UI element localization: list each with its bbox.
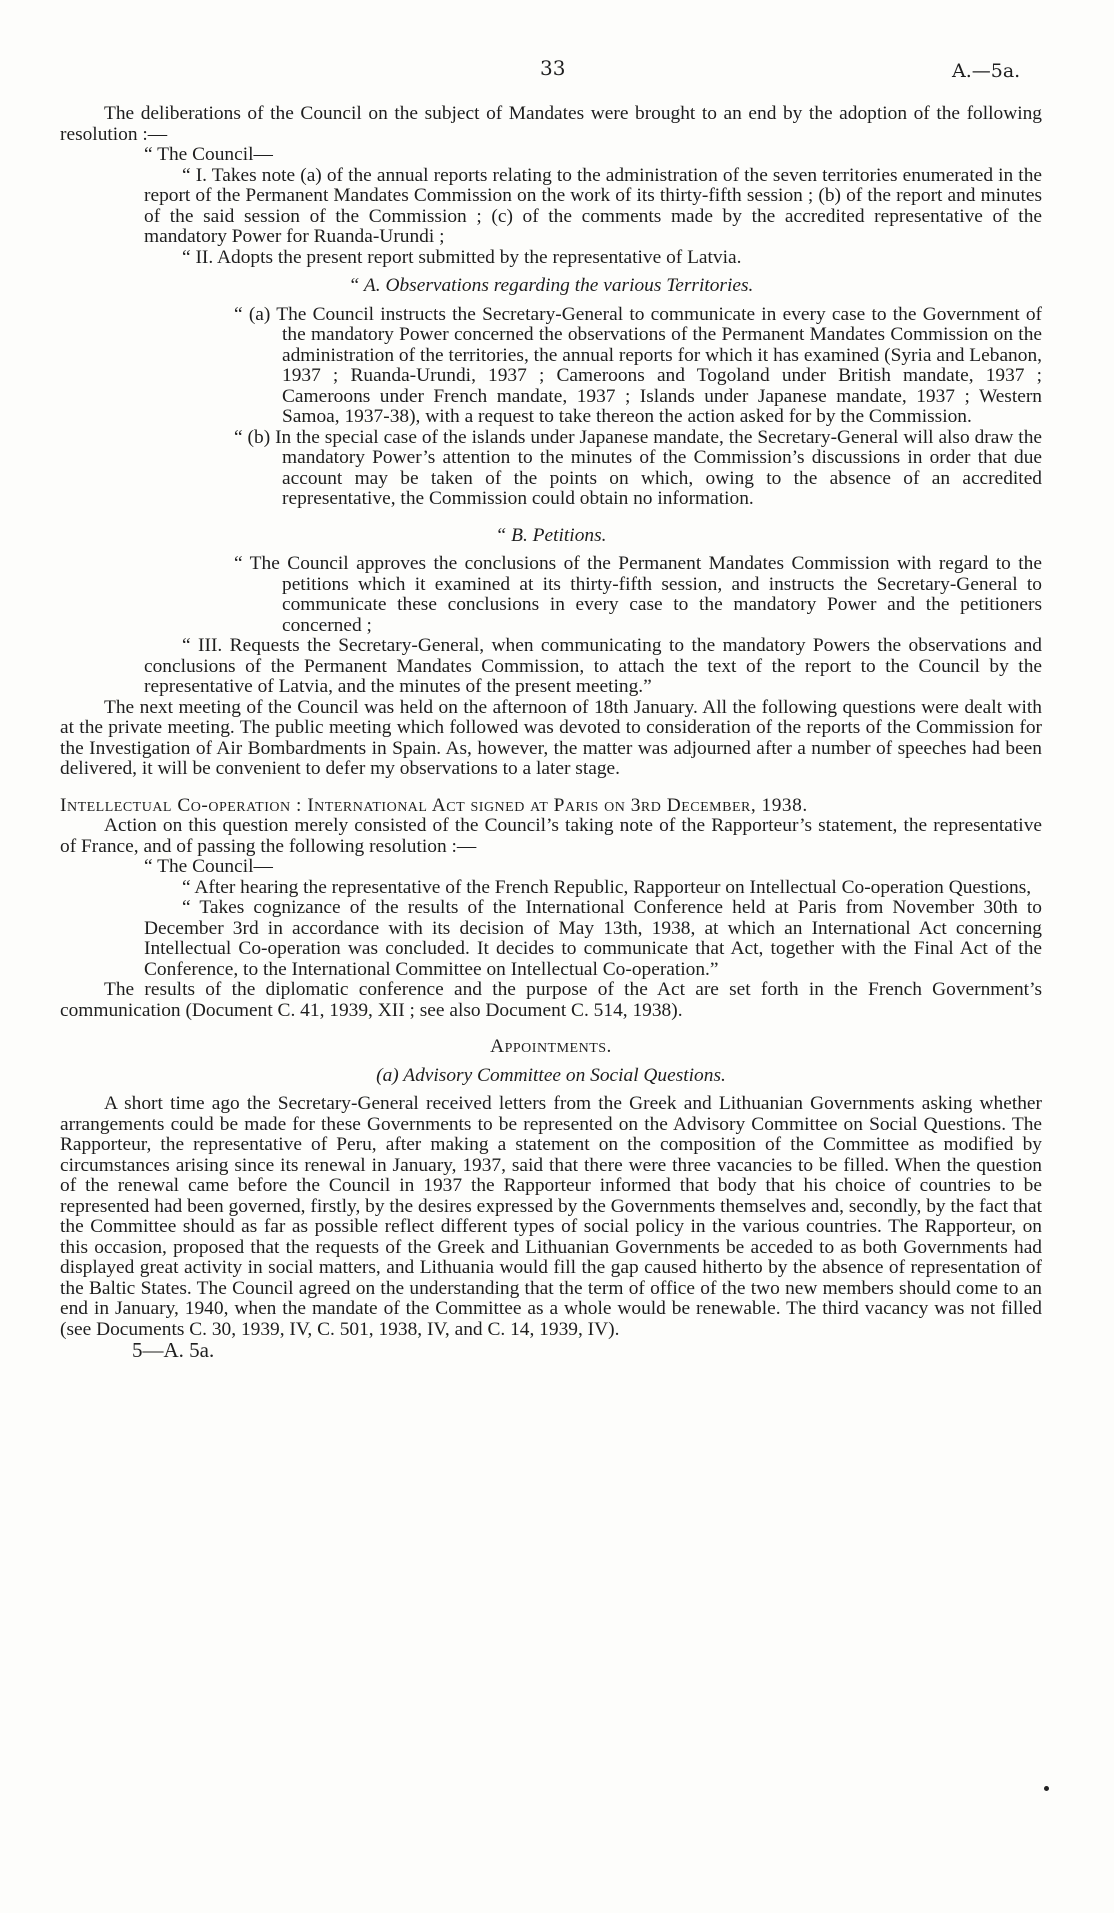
- paragraph: Action on this question merely consisted of the Council’s taking note of the Rapporteur’s statement, the representative of France, and of passing the following resolution :—: [60, 815, 1042, 857]
- document-reference: A.—5a.: [952, 60, 1021, 82]
- section-heading-appointments: Appointments.: [490, 1036, 612, 1057]
- paragraph: The results of the diplomatic conference and the purpose of the Act are set forth in the French Government’s communication (Document C. 41, 1939, XII ; see also Document C. 514, 1938).: [60, 979, 1042, 1021]
- resolution-clause: “ After hearing the representative of the French Republic, Rapporteur on Intellectual Co-operation Questions,: [182, 876, 1032, 898]
- resolution-clause-3: “ III. Requests the Secretary-General, when communicating to the mandatory Powers the observations and conclusions of the Permanent Mandates Commission, to attach the text of the report to the Council by the representative of Latvia, and the minutes of the present meeting.”: [144, 635, 1042, 697]
- paragraph: The deliberations of the Council on the subject of Mandates were brought to an end by the adoption of the following resolution :—: [60, 103, 1042, 145]
- petitions-paragraph: “ The Council approves the conclusions of the Permanent Mandates Commission with regard to the petitions which it examined at its thirty-fifth session, and instructs the Secretary-General to communicate these conclusions in every case to the mandatory Power and the petitioners concerned ;: [234, 553, 1042, 636]
- quote-opening: “ The Council—: [144, 856, 273, 877]
- paragraph: The next meeting of the Council was held on the afternoon of 18th January. All the following questions were dealt with at the private meeting. The public meeting which followed was devoted to consideration of the reports of the Commission for the Investigation of Air Bombardments in Spain. As, however, the matter was adjourned after a number of speeches had been delivered, it will be convenient to defer my observations to a later stage.: [60, 696, 1042, 779]
- paragraph: A short time ago the Secretary-General received letters from the Greek and Lithuanian Governments asking whether arrangements could be made for these Governments to be represented on the Advisory Committee on Social Questions. The Rapporteur, the representative of Peru, after making a statement on the composition of the Committee as modified by circumstances arising since its renewal in January, 1937, said that there were three vacancies to be filled. When the question of the renewal came before the Council in 1937 the Rapporteur informed that body that his choice of countries to be represented had been governed, firstly, by the desires expressed by the Governments themselves and, secondly, by the fact that the Committee should as far as possible reflect different types of social policy in the various countries. The Rapporteur, on this occasion, proposed that the requests of the Greek and Lithuanian Governments be acceded to as both Governments had displayed great activity in social matters, and Lithuania would fill the gap caused hitherto by the absence of representation of the Baltic States. The Council agreed on the understanding that the term of office of the two new members should come to an end in January, 1940, when the mandate of the Committee as a whole would be renewable. The third vacancy was not filled (see Documents C. 30, 1939, IV, C. 501, 1938, IV, and C. 14, 1939, IV).: [60, 1093, 1042, 1340]
- resolution-clause-1: “ I. Takes note (a) of the annual reports relating to the administration of the seven territories enumerated in the report of the Permanent Mandates Commission on the work of its thirty-fifth session ; (b) of the report and minutes of the said session of the Commission ; (c) of the comments made by the accredited representative of the mandatory Power for Ruanda-Urundi ;: [144, 164, 1042, 247]
- observation-b: “ (b) In the special case of the islands under Japanese mandate, the Secretary-General will also draw the mandatory Power’s attention to the minutes of the Commission’s discussions in order that due account may be taken of the points on which, owing to the absence of an accredited representative, the Commission could obtain no information.: [234, 426, 1042, 509]
- section-heading-petitions: “ B. Petitions.: [495, 524, 607, 546]
- quote-opening: “ The Council—: [144, 144, 273, 165]
- document-body: [60, 104, 1042, 1361]
- section-heading-observations: “ A. Observations regarding the various Territories.: [348, 275, 754, 296]
- footer-signature: 5—A. 5a.: [132, 1338, 215, 1362]
- subsection-heading-advisory-committee: (a) Advisory Committee on Social Questions.: [376, 1064, 726, 1086]
- resolution-clause: “ Takes cognizance of the results of the International Conference held at Paris from November 30th to December 3rd in accordance with its decision of May 13th, 1938, at which an International Act concerning Intellectual Co-operation was concluded. It decides to communicate that Act, together with the Final Act of the Conference, to the International Committee on Intellectual Co-operation.”: [144, 897, 1042, 980]
- resolution-clause-2: “ II. Adopts the present report submitted by the representative of Latvia.: [182, 246, 742, 268]
- bullet-mark: [1044, 1786, 1049, 1791]
- section-heading-intellectual-cooperation: Intellectual Co-operation : International Act signed at Paris on 3rd December, 1938.: [60, 794, 808, 816]
- page-number: 33: [540, 56, 566, 80]
- observation-a: “ (a) The Council instructs the Secretary-General to communicate in every case to the Government of the mandatory Power concerned the observations of the Permanent Mandates Commission on the administration of the territories, the annual reports for which it has examined (Syria and Lebanon, 1937 ; Ruanda-Urundi, 1937 ; Cameroons and Togoland under British mandate, 1937 ; Cameroons under French mandate, 1937 ; Islands under Japanese mandate, 1937 ; Western Samoa, 1937-38), with a request to take thereon the action asked for by the Commission.: [234, 303, 1042, 427]
